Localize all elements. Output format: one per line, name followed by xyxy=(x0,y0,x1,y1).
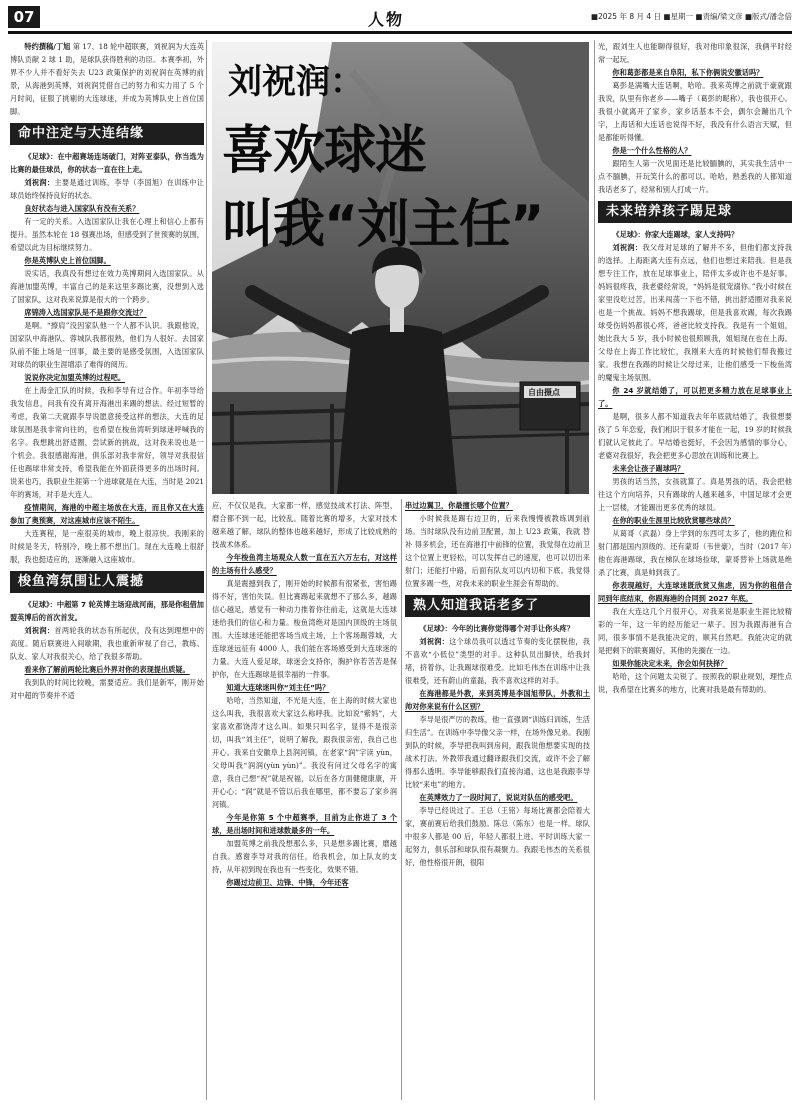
question: 知道大连球迷叫你“刘主任”吗？ xyxy=(226,683,330,692)
answer: 刘祝润：我父母对足球的了解并不多，但他们都支持我的选择。上海距离大连有点远，他们也想过来陪我。但是我想专注工作，放在足球事业上，陪伴太多或许也不是好事。妈妈很疼我，我老婆经常说，“妈妈是很宠溺你。”我小时候在家里没吃过苦，出来闯荡一下也不错，挑出舒适圈对我来说也是一个挑战。妈妈不想我踢球，但是我喜欢踢，每次我踢球受伤妈妈都很心疼，爸爸比较支持我。我是有一个姐姐，她比我大 5 岁，我小时候也很照顾我，姐姐现在也在上海。父母在上海工作比较忙，我刚来大连的时候他们帮我搬过家。我想在我踢的时候让父母过来，让他们感受一下梭鱼湾的魔鬼主场氛围。 xyxy=(598,243,792,382)
question: 你踢过边前卫、边锋、中锋，今年还客 xyxy=(226,878,349,887)
question: 《足球》：今年的比赛你觉得哪个对手让你头疼？ xyxy=(419,624,574,633)
question: 你和葛彭都是来自阜阳，私下你俩说安徽话吗？ xyxy=(612,68,764,77)
byline: 特约撰稿/丁旭 xyxy=(24,42,71,51)
column-1 xyxy=(10,40,204,1102)
question: 在你的职业生涯里比较欣赏哪些球员？ xyxy=(612,516,735,525)
answer: 是啊，很多人都不知道我去年年底就结婚了，我很想要孩了 5 年恋爱，我们相识于很多才能在一起，19 岁的时候我们就认定彼此了。早结婚也挺好，不会因为感情的事分心，老婆对我很好，我会把更多心思放在训练和比赛上。 xyxy=(598,412,792,460)
column-2 xyxy=(212,499,397,1102)
page-number: 07 xyxy=(8,6,40,28)
subheading-talkative: 熟人知道我话老多了 xyxy=(405,595,590,617)
answer: 跟陌生人第一次见面还是比较腼腆的，其实我生活中一点不腼腆，开玩笑什么的都可以。哈哈，熟悉我的人都知道我话老多了，经常和别人打成一片。 xyxy=(598,159,792,194)
question: 你是一个什么性格的人？ xyxy=(612,146,692,155)
answer: 大连赛程，是一座很美的城市，晚上很凉快。我刚来的时候是冬天，特别冷，晚上都不想出门。现在大连晚上很舒服，我也挺适应的，逐渐融入这座城市。 xyxy=(10,529,204,564)
question: 疫情期间，海港的中超主场放在大连，而且你又在大连参加了奥预赛，对这座城市应该不陌生。 xyxy=(10,503,204,525)
question: 你是英博队史上首位国脚。 xyxy=(24,256,111,265)
headline-line-1: 刘祝润： xyxy=(228,62,364,102)
feature-photo xyxy=(212,42,589,494)
header-rule xyxy=(8,31,792,34)
headline-line-3: 叫我“刘主任” xyxy=(222,195,544,255)
answer: 我到队的时间比较晚，需要适应。我们是新军，刚开始对中超的节奏并不适 xyxy=(10,678,204,700)
answer: 李导已经说过了。王总（王铭）每场比赛都会陪着大家，赛前赛后给我们鼓励。陈总（陈东）也是一样。球队中很多人都是 00 后，年轻人都很上进。平时训练大家一起努力，俱乐部和球队很有凝聚力。我跟毛伟杰的关系很好，他性格很开朗，很阳 xyxy=(405,806,590,867)
question: 良好状态与进入国家队有没有关系？ xyxy=(24,204,140,213)
answer: 葛彭是满嘴大连话啊，哈哈。我来英博之前就于豪就跟我说，队里有你老乡——嘴子（葛彭的昵称），我也很开心。我很小就离开了家乡，家乡话基本不会，偶尔会蹦出几个字，上海话和大连话也说得不好，我没有什么语言天赋，但是都能听得懂。 xyxy=(598,81,792,142)
issue-meta: ■2025 年 8 月 4 日 ■星期一 ■责编/梁文彦 ■版式/潘念倍 xyxy=(590,12,792,21)
subheading-atmosphere: 梭鱼湾氛围让人震撼 xyxy=(10,571,204,593)
question: 在英博效力了一段时间了，说说对队伍的感受吧。 xyxy=(419,793,578,802)
answer: 我在大连这几个月很开心，对我来说是职业生涯比较精彩的一年，这一年的经历能记一辈子。因为我跟海港有合同，很多事情不是我能决定的，顺其自然吧。我能决定的就是把剩下的联赛踢好，其他的先搁在一边。 xyxy=(598,607,792,655)
page-header xyxy=(8,4,792,30)
answer: 说实话，我真没有想过在效力英博期间入选国家队。从海港加盟英博，丰富自己的是来这里多踢比赛，没想到入选了国家队，这对我来说算是很大的一个跨步。 xyxy=(10,269,204,304)
answer: 刘祝润：主要是通过训练，李导（李国旭）在训练中让球员始终保持良好的状态。 xyxy=(10,178,204,200)
subheading-future: 未来培养孩子踢足球 xyxy=(598,201,792,223)
subheading-destiny: 命中注定与大连结缘 xyxy=(10,123,204,145)
question: 你 24 岁就结婚了，可以把更多精力放在足球事业上了。 xyxy=(598,386,792,408)
answer: 刘祝润：这个球员我可以透过节奏的变化摆脱他，我不喜欢“小低位”类型的对手。这种队员出脚快，给我封堵，挤着你，让我踢球很难受。比如毛伟杰在训练中让我很难受，还有蔚山的童磊，我不喜欢这样的对手。 xyxy=(405,637,590,685)
question: 你表现越好，大连球迷既欣赏又焦虑，因为你的租借合同到年底结束，你跟海港的合同到 2027 年底。 xyxy=(598,581,792,603)
answer: 哈哈，当然知道，不光是大连，在上海的时候大家也这么叫我，我很喜欢大家这么称呼我。比如说“紫妈”，大家喜欢都饶涛才这么叫。如果只叫名字，显得不是很亲切，叫我“刘主任”，说明了解我，跟我很亲密，我自己也开心。我来自安徽阜上县润河镇，在老家“润”字读 yùn，父母叫我“润润(yùn yùn)”。我没有问过父母名字的寓意，我自己想“祝”就是祝福，以后在各方面健健康康，开开心心；“润”就是不管以后我在哪里，都不要忘了家乡润河镇。 xyxy=(212,696,397,809)
answer: 哈哈，这个问题太尖锐了。按照我的职业规划，理性点说，我希望在比赛多的地方，比赛对我是最有帮助的。 xyxy=(598,672,792,694)
column-divider xyxy=(206,40,207,1100)
question: 未来会让孩子踢球吗？ xyxy=(612,464,685,473)
lead-paragraph: 特约撰稿/丁旭 第 17、18 轮中超联赛，刘祝润为大连英博队贡献 2 球 1 助，是球队获得胜利的功臣。本赛季初，外界不少人并不看好失去 U23 政策保护的刘祝润在英博的前景，从海港到英博，刘祝润凭借自己的努力和实力用了 5 个月时间，征服了挑剔的大连球迷，并成为英博队史上首位国脚。 xyxy=(10,42,204,116)
question: 说说你决定加盟英博的过程吧。 xyxy=(24,373,126,382)
answer-continued: 光，跟刘生人也能聊得很好，我对他印象很深，我俩平时经常一起玩。 xyxy=(598,42,792,64)
answer: 李导是很严厉的教练，他一直强调“训练归训练，生活归生活”。在训练中李导像父亲一样，在场外像兄弟。我刚到队的时候，李导把我叫到房间，跟我说他想要实现的技战术打法。外教带我通过翻译跟我们交流，或许不会了解得那么透明。李导能够跟我们直接沟通，这也是我跟李导比较“来电”的地方。 xyxy=(405,715,590,789)
question: 《足球》：你家大连踢球，家人支持吗？ xyxy=(612,230,739,239)
answer: 在上海金汇队的时候，我和李导有过合作。年初李导给我发信息，问我有没有离开海港出来踢的想法。经过短暂的考虑，我第二天就跟李导说愿意接受这样的想法，大连的足球氛围是我非常向往的，也希望在梭鱼湾听到球迷呼喊我的名字。我想跳出舒适圈，尝试新的挑战，这对我来说也是一个机会。我很感谢海港，俱乐部对我非常好，领导对我很信任也踢球非常支持，希望我能在外面获得更多的出场时间。说来也巧，我职业生涯第一个进球就是在大连，当时是 2021 年的赛场，对手是大连人。 xyxy=(10,386,204,499)
column-divider xyxy=(594,40,595,1100)
answer: 刘祝润：首两轮我的状态有所起伏，没有达到理想中的高度。随后联赛进入间歇期，我也重新审视了自己，教练、队友、家人对我很关心，给了我很多帮助。 xyxy=(10,626,204,661)
answer: 真是震撼到我了，刚开始的时候都有很紧张，害怕踢得不好，害怕失误。但比赛踢起来就想不了那么多，越踢信心越足，感觉有一种动力推着你往前走，这就是大连球迷给我们的信心和力量。梭鱼湾绝对是国内顶级的主场氛围。大连球迷还能把客场当成主场，上个客场踢蓉城，大连球迷远征有 4000 人，我们能在客场感受到大连球迷的力量。大连人爱足球，球迷会支持你，胸护你若苦苦是保护你，在大连踢球是很幸福的一件事。 xyxy=(212,579,397,679)
answer: 小时候我是踢右边卫的，后来我慢慢被教练调到前场。当时球队没有边前卫配置，加上 U23 政策，我就 替补 得多机会，还在海港打中前锋的位置，我觉得在边前卫这个位置上更轻松，可以发挥自己的速度，也可以切出来射门；还能打中路，后面有队友可以内切和下底。我觉得位置多踢一些，对我未来的职业生涯会有帮助的。 xyxy=(405,514,590,588)
headline-line-2: 喜欢球迷 xyxy=(222,121,427,181)
question: 《足球》：在中超赛场连场破门，对阵亚泰队，你当选为比赛的最佳球员，你的状态一直在往上走。 xyxy=(10,152,204,174)
answer: 从葛哥（武磊）身上学到的东西可太多了，他的跑位和射门都是国内顶级的。还有蒙哥（韦世豪），当时（2017 年）他在海港踢球，我在梯队在球场捡球，蒙哥替补上场就是绝杀了比赛，真是帅到我了。 xyxy=(598,529,792,577)
column-divider xyxy=(401,499,402,1100)
answer: 有一定的关系。入选国家队让我在心理上和信心上都有提升。虽然本轮在 18 强赛出场，但感受到了世预赛的氛围，希望以此为目标继续努力。 xyxy=(10,217,204,252)
question: 席锦涛入选国家队是不是跟你交流过？ xyxy=(24,308,147,317)
question: 如果你能决定未来，你会如何抉择？ xyxy=(612,659,728,668)
answer: 男孩的话当然，女孩就算了。真是男孩的话，我会把他往这个方向培养，只有踢球的人越来越多，中国足球才会更上一层楼，才能踢出更多优秀的球员。 xyxy=(598,477,792,512)
photo-sign: 自由摄点 xyxy=(528,388,560,397)
answer-continued: 应，不仅仅是我，大家都一样，感觉技战术打法、阵型、磨合都不到一起，比较乱。随着比赛的增多，大家对技术越来越了解，球队的整体也越来越好，形成了比较成熟的技战术体系。 xyxy=(212,501,397,549)
question: 在海港都是外教，来到英博是李国旭带队，外教和土帅对你来说有什么区别？ xyxy=(405,689,590,711)
question: 今年梭鱼湾主场观众人数一直在五六万左右，对这样的主场有什么感受？ xyxy=(212,553,397,575)
question: 看来你了解前两轮比赛后外界对你的表现提出质疑。 xyxy=(24,665,190,674)
column-4 xyxy=(598,40,792,1102)
question-continued: 串过边翼卫，你最擅长哪个位置？ xyxy=(405,501,513,510)
question: 《足球》：中超第 7 轮英博主场迎战河南，那是你租借加盟英博后的首次首发。 xyxy=(10,600,204,622)
section-title: 人物 xyxy=(368,10,405,29)
column-3 xyxy=(405,499,590,1102)
question: 今年是你第 5 个中超赛季，目前为止你进了 3 个球，是出场时间和进球数最多的一年。 xyxy=(212,813,397,835)
answer: 是啊。“擦肩”没因家队他一个人都不认识。我跟他说，国家队中海港队、蓉城队我都很熟，他们为人很好。去国家队前不能上场是一回事，最主要的是感受氛围，入选国家队对球员的职业生涯增添了难得的阅历。 xyxy=(10,321,204,369)
answer: 加盟英博之前我没想那么多，只是想多踢比赛，磨越自我。感谢李导对我的信任，给我机会，加上队友的支持，从年初到现在我也有一些变化，效果不错。 xyxy=(212,839,397,874)
